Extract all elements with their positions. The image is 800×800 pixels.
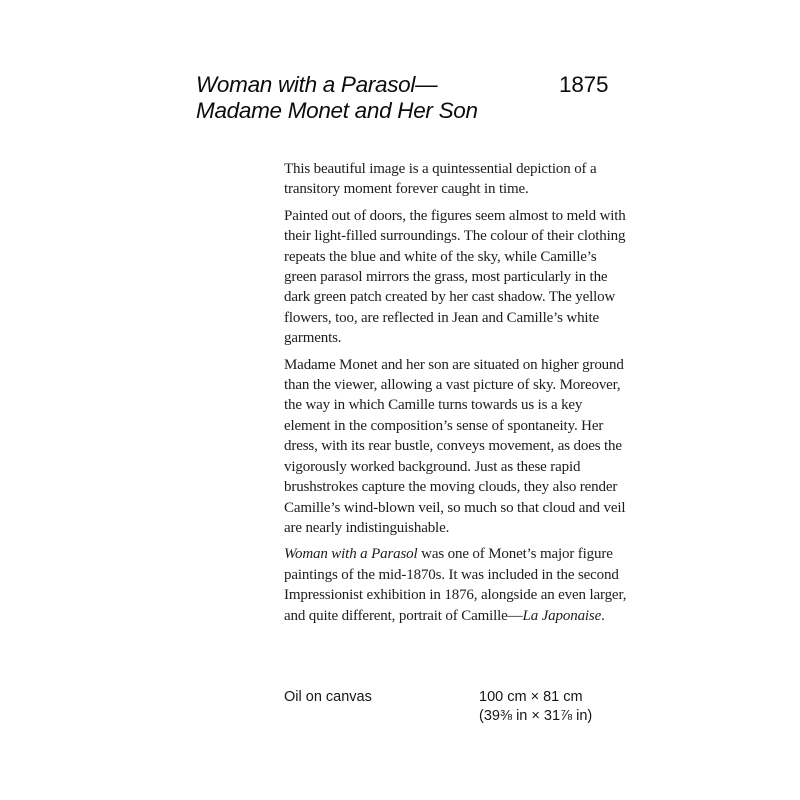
dimensions-metric: 100 cm × 81 cm bbox=[479, 689, 583, 705]
description-paragraph-3: Madame Monet and her son are situated on higher ground than the viewer, allowing a vast picture of sky. Moreover, the way in which Camille turns towards us is a key element in the composition’s sense of spontaneity. Her dress, with its rear bustle, conveys movement, as does the vigorously worked background. Just as these rapid brushstrokes capture the moving clouds, they also render Camille’s wind-blown veil, so much so that cloud and veil are nearly indistinguishable. bbox=[284, 356, 626, 536]
description-paragraph-4 bbox=[284, 544, 630, 626]
dimensions bbox=[479, 688, 592, 726]
artwork-description bbox=[284, 159, 630, 632]
closing-text: was one of Monet’s major figure paintings of the mid-1870s. It was included in the second Impressionist exhibition in 1876, alongside an even larger, and quite different, portrait of Camille— bbox=[284, 546, 627, 624]
artwork-title bbox=[196, 72, 478, 124]
artwork-title-line2: Madame Monet and Her Son bbox=[196, 98, 478, 123]
artwork-year: 1875 bbox=[559, 72, 609, 97]
medium-label: Oil on canvas bbox=[284, 689, 372, 705]
dimensions-imperial: (39⅜ in × 31⅞ in) bbox=[479, 708, 593, 724]
artwork-title-line1: Woman with a Parasol— bbox=[196, 72, 438, 97]
related-artwork-title-inline: La Japonaise bbox=[522, 607, 602, 624]
description-paragraph-2: Painted out of doors, the figures seem almost to meld with their light-filled surroundings. The colour of their clothing repeats the blue and white of the sky, while Camille’s green parasol mirrors the grass, most particularly in the dark green patch created by her cast shadow. The yellow flowers, too, are reflected in Jean and Camille’s white garments. bbox=[284, 207, 626, 347]
description-paragraph-1: This beautiful image is a quintessential depiction of a transitory moment forever caught in time. bbox=[284, 161, 597, 198]
artwork-title-inline: Woman with a Parasol bbox=[284, 546, 418, 563]
closing-period: . bbox=[601, 607, 605, 624]
